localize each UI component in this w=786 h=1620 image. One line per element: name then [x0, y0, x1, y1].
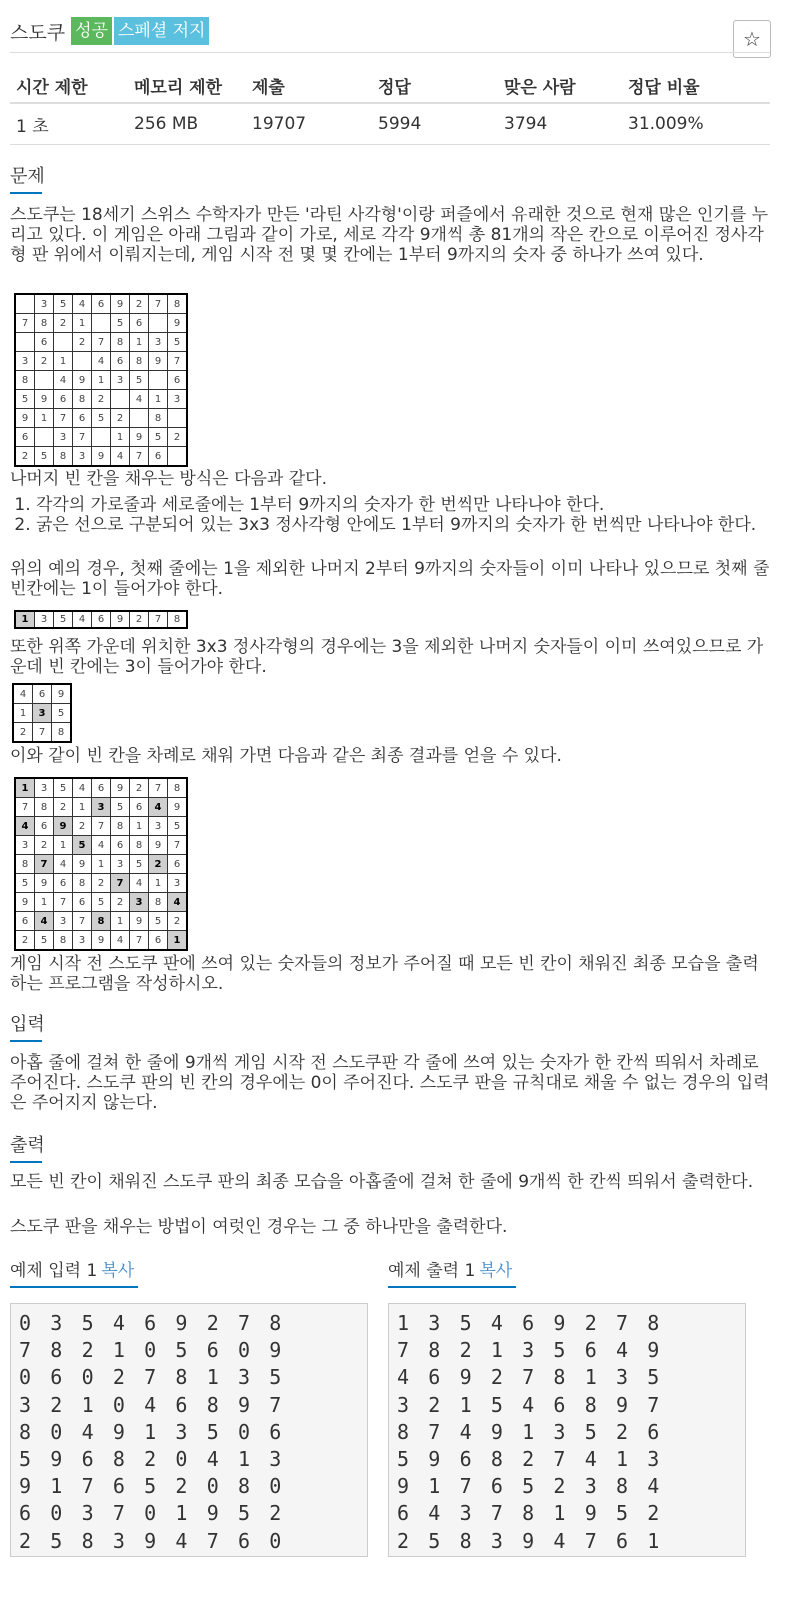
grid-cell: [149, 314, 168, 333]
grid-row: [15, 817, 187, 836]
grid-cell: 5: [149, 428, 168, 447]
grid-cell: 1: [149, 390, 168, 409]
sample-input-underline: [10, 1286, 138, 1288]
sudoku-center-box-figure: [12, 683, 72, 743]
sample-line: 5 9 6 8 2 7 4 1 3: [397, 1447, 663, 1472]
grid-cell: 6: [111, 352, 130, 371]
grid-cell: 2: [13, 723, 33, 743]
grid-cell: 4: [92, 836, 111, 855]
grid-cell: 6: [15, 428, 35, 447]
grid-cell: 6: [54, 390, 73, 409]
grid-cell: 2: [35, 352, 54, 371]
grid-cell: 9: [54, 817, 73, 836]
grid-row: [15, 798, 187, 817]
grid-cell: 3: [54, 912, 73, 931]
section-underline: [10, 192, 42, 194]
grid-cell: 4: [73, 611, 92, 628]
section-heading-problem: [10, 162, 45, 188]
grid-cell: 5: [130, 855, 149, 874]
grid-cell: 5: [15, 390, 35, 409]
grid-cell: 5: [149, 912, 168, 931]
grid-cell: [54, 333, 73, 352]
grid-cell: 6: [130, 314, 149, 333]
input-description: 아홉 줄에 걸쳐 한 줄에 9개씩 게임 시작 전 스도쿠판 각 줄에 쓰여 있는 숫자가 한 칸씩 띄워서 차례로 주어진다. 스도쿠 판의 빈 칸의 경우에는 0이 주어진다. 스도쿠 판을 규칙대로 채울 수 없는 경우의 입력은 주어지지 않는다.: [10, 1053, 770, 1113]
grid-cell: 5: [54, 611, 73, 628]
grid-cell: 7: [111, 874, 130, 893]
grid-row: [15, 611, 187, 628]
copy-input-link[interactable]: 복사: [101, 1261, 135, 1281]
header-time-limit: 시간 제한: [10, 68, 128, 103]
grid-cell: 1: [13, 704, 33, 723]
grid-cell: 1: [130, 333, 149, 352]
grid-row: [15, 390, 187, 409]
grid-row: [13, 704, 71, 723]
grid-cell: 9: [73, 371, 92, 390]
sample-line: 3 2 1 5 4 6 8 9 7: [397, 1392, 663, 1417]
grid-cell: 5: [54, 294, 73, 314]
grid-cell: [35, 371, 54, 390]
grid-cell: 8: [35, 314, 54, 333]
grid-cell: 6: [92, 611, 111, 628]
sample-input-heading: [10, 1256, 134, 1281]
grid-cell: 6: [168, 371, 188, 390]
grid-cell: 9: [149, 352, 168, 371]
header-accept-ratio: 정답 비율: [622, 68, 770, 103]
grid-cell: 5: [168, 333, 188, 352]
grid-cell: 6: [33, 684, 52, 704]
grid-cell: 8: [130, 836, 149, 855]
grid-cell: 3: [35, 294, 54, 314]
grid-cell: 2: [168, 912, 188, 931]
grid-cell: [73, 352, 92, 371]
grid-cell: 9: [130, 912, 149, 931]
grid-cell: 1: [15, 611, 35, 628]
grid-cell: 2: [73, 817, 92, 836]
grid-cell: 2: [92, 390, 111, 409]
problem-title-bar: [10, 17, 211, 45]
grid-cell: 8: [168, 294, 188, 314]
grid-cell: 5: [15, 874, 35, 893]
page-title: 스도쿠: [10, 21, 66, 44]
grid-cell: 4: [54, 855, 73, 874]
sample-line: 6 0 3 7 0 1 9 5 2: [19, 1501, 285, 1526]
grid-row: [15, 333, 187, 352]
grid-cell: 1: [92, 371, 111, 390]
sample-line: 2 5 8 3 9 4 7 6 1: [397, 1528, 663, 1553]
grid-cell: 8: [52, 723, 72, 743]
grid-cell: 7: [15, 314, 35, 333]
sample-line: 6 4 3 7 8 1 9 5 2: [397, 1501, 663, 1526]
grid-cell: 3: [35, 611, 54, 628]
statement-paragraph-2: 나머지 빈 칸을 채우는 방식은 다음과 같다.: [10, 469, 328, 489]
sample-output-heading: [388, 1256, 512, 1281]
grid-cell: 3: [92, 798, 111, 817]
problem-info-table: [10, 68, 770, 145]
grid-cell: 4: [54, 371, 73, 390]
grid-cell: 3: [15, 352, 35, 371]
grid-cell: 2: [92, 874, 111, 893]
grid-cell: 7: [35, 855, 54, 874]
grid-cell: 4: [130, 874, 149, 893]
submissions-value: 19707: [246, 103, 372, 145]
grid-cell: 3: [168, 390, 188, 409]
sample-input-block[interactable]: [10, 1303, 368, 1557]
sudoku-initial-figure: [14, 293, 188, 467]
time-limit-value: 1 초: [10, 103, 128, 145]
grid-cell: 7: [149, 611, 168, 628]
grid-cell: 5: [168, 817, 188, 836]
grid-cell: 8: [54, 931, 73, 951]
section-title-input: 입력: [10, 1014, 45, 1035]
grid-cell: 8: [111, 817, 130, 836]
statement-paragraph-1: 스도쿠는 18세기 스위스 수학자가 만든 '라틴 사각형'이랑 퍼즐에서 유래한 것으로 현재 많은 인기를 누리고 있다. 이 게임은 아래 그림과 같이 가로, 세로 각각 9개씩 총 81개의 작은 칸으로 이루어진 정사각형 판 위에서 이뤄지는데, 게임 시작 전 몇 몇 칸에는 1부터 9까지의 숫자 중 하나가 쓰여 있다.: [10, 205, 769, 265]
grid-cell: 7: [168, 836, 188, 855]
section-heading-output: [10, 1131, 45, 1157]
grid-cell: 2: [54, 314, 73, 333]
grid-cell: [168, 409, 188, 428]
grid-cell: 1: [168, 931, 188, 951]
grid-cell: 2: [130, 778, 149, 798]
grid-cell: 6: [54, 874, 73, 893]
grid-cell: 8: [92, 912, 111, 931]
grid-cell: 2: [15, 447, 35, 467]
sample-line: 9 1 7 6 5 2 0 8 0: [19, 1474, 285, 1499]
grid-cell: 4: [168, 893, 188, 912]
grid-cell: 2: [168, 428, 188, 447]
sudoku-final-figure: [14, 777, 188, 951]
grid-cell: 6: [111, 836, 130, 855]
grid-cell: 4: [149, 798, 168, 817]
grid-cell: 1: [54, 352, 73, 371]
grid-cell: 3: [149, 817, 168, 836]
grid-cell: [130, 409, 149, 428]
grid-cell: 4: [15, 817, 35, 836]
accept-ratio-value: 31.009%: [622, 103, 770, 145]
success-badge: 성공: [71, 17, 112, 45]
grid-cell: 9: [92, 931, 111, 951]
grid-cell: 2: [130, 294, 149, 314]
sample-line: 3 2 1 0 4 6 8 9 7: [19, 1392, 285, 1417]
grid-cell: 8: [35, 798, 54, 817]
copy-output-link[interactable]: 복사: [479, 1261, 513, 1281]
grid-cell: 6: [168, 855, 188, 874]
grid-cell: [15, 333, 35, 352]
rules-list: [10, 495, 786, 535]
grid-cell: 5: [111, 798, 130, 817]
sample-line: 9 1 7 6 5 2 3 8 4: [397, 1474, 663, 1499]
grid-row: [15, 912, 187, 931]
grid-cell: 6: [35, 333, 54, 352]
grid-cell: 5: [92, 893, 111, 912]
grid-cell: 7: [54, 409, 73, 428]
grid-cell: 3: [111, 855, 130, 874]
grid-cell: 4: [92, 352, 111, 371]
rule-item: 2. 굵은 선으로 구분되어 있는 3x3 정사각형 안에도 1부터 9까지의 숫자가 한 번씩만 나타나야 한다.: [36, 515, 786, 535]
section-underline: [10, 1161, 42, 1163]
statement-paragraph-4: 또한 위쪽 가운데 위치한 3x3 정사각형의 경우에는 3을 제외한 나머지 숫자들이 이미 쓰여있으므로 가운데 빈 칸에는 3이 들어가야 한다.: [10, 637, 764, 677]
grid-cell: 9: [111, 611, 130, 628]
grid-cell: 7: [73, 428, 92, 447]
grid-row: [15, 893, 187, 912]
grid-cell: 1: [35, 409, 54, 428]
grid-cell: 3: [111, 371, 130, 390]
grid-cell: 2: [149, 855, 168, 874]
sample-line: 1 3 5 4 6 9 2 7 8: [397, 1311, 663, 1335]
header-submissions: 제출: [246, 68, 372, 103]
grid-cell: 4: [73, 778, 92, 798]
grid-cell: [92, 428, 111, 447]
grid-cell: 1: [92, 855, 111, 874]
grid-cell: 4: [130, 390, 149, 409]
grid-cell: 6: [149, 447, 168, 467]
grid-cell: 9: [52, 684, 72, 704]
grid-cell: 3: [33, 704, 52, 723]
grid-cell: 8: [73, 390, 92, 409]
grid-cell: 1: [111, 428, 130, 447]
grid-cell: 4: [111, 931, 130, 951]
grid-cell: 5: [73, 836, 92, 855]
grid-cell: 1: [111, 912, 130, 931]
grid-cell: 7: [149, 778, 168, 798]
grid-row: [15, 855, 187, 874]
grid-cell: 6: [130, 798, 149, 817]
grid-cell: 5: [35, 931, 54, 951]
grid-row: [15, 409, 187, 428]
grid-cell: [92, 314, 111, 333]
grid-cell: 5: [92, 409, 111, 428]
grid-row: [15, 778, 187, 798]
grid-cell: 3: [54, 428, 73, 447]
title-divider: [10, 52, 770, 53]
grid-cell: 8: [54, 447, 73, 467]
grid-cell: 3: [15, 836, 35, 855]
grid-cell: 9: [35, 874, 54, 893]
grid-cell: 9: [168, 798, 188, 817]
grid-cell: 6: [149, 931, 168, 951]
grid-row: [15, 836, 187, 855]
grid-row: [15, 294, 187, 314]
grid-cell: 3: [73, 447, 92, 467]
accepted-value: 5994: [372, 103, 498, 145]
section-underline: [10, 1040, 42, 1042]
grid-cell: 2: [35, 836, 54, 855]
grid-cell: 5: [52, 704, 72, 723]
special-judge-badge: 스페셜 저지: [114, 17, 210, 45]
grid-cell: 7: [15, 798, 35, 817]
grid-cell: 1: [130, 817, 149, 836]
sample-line: 5 9 6 8 2 0 4 1 3: [19, 1447, 285, 1472]
grid-cell: 7: [73, 912, 92, 931]
grid-cell: 5: [111, 314, 130, 333]
sample-line: 7 8 2 1 3 5 6 4 9: [397, 1338, 663, 1363]
grid-cell: 2: [15, 931, 35, 951]
solved-users-value: 3794: [498, 103, 622, 145]
output-description-2: 스도쿠 판을 채우는 방법이 여럿인 경우는 그 중 하나만을 출력한다.: [10, 1217, 508, 1237]
grid-cell: 2: [54, 798, 73, 817]
sample-line: 8 7 4 9 1 3 5 2 6: [397, 1419, 663, 1444]
section-title-output: 출력: [10, 1135, 45, 1156]
sudoku-first-row-figure: [14, 610, 188, 629]
header-accepted: 정답: [372, 68, 498, 103]
grid-cell: 8: [168, 611, 188, 628]
grid-cell: 2: [130, 611, 149, 628]
output-description-1: 모든 빈 칸이 채워진 스도쿠 판의 최종 모습을 아홉줄에 걸쳐 한 줄에 9개씩 한 칸씩 띄워서 출력한다.: [10, 1172, 754, 1192]
grid-cell: 2: [111, 893, 130, 912]
grid-cell: 7: [130, 447, 149, 467]
grid-cell: 7: [130, 931, 149, 951]
grid-row: [15, 874, 187, 893]
grid-cell: 9: [35, 390, 54, 409]
grid-cell: 6: [92, 778, 111, 798]
grid-cell: [149, 371, 168, 390]
grid-cell: [35, 428, 54, 447]
grid-cell: 1: [73, 314, 92, 333]
grid-row: [15, 428, 187, 447]
grid-cell: 2: [73, 333, 92, 352]
grid-row: [13, 684, 71, 704]
grid-cell: 6: [73, 409, 92, 428]
sample-line: 8 0 4 9 1 3 5 0 6: [19, 1419, 285, 1444]
grid-cell: 9: [92, 447, 111, 467]
rule-item: 1. 각각의 가로줄과 세로줄에는 1부터 9까지의 숫자가 한 번씩만 나타나야 한다.: [36, 495, 786, 515]
grid-cell: 7: [92, 817, 111, 836]
grid-cell: 9: [73, 855, 92, 874]
grid-cell: 9: [168, 314, 188, 333]
grid-cell: 4: [35, 912, 54, 931]
memory-limit-value: 256 MB: [128, 103, 246, 145]
grid-cell: 3: [73, 931, 92, 951]
grid-cell: 9: [111, 294, 130, 314]
grid-row: [13, 723, 71, 743]
sample-line: 2 5 8 3 9 4 7 6 0: [19, 1528, 285, 1553]
grid-cell: 6: [15, 912, 35, 931]
grid-cell: 5: [130, 371, 149, 390]
grid-row: [15, 371, 187, 390]
grid-cell: 2: [111, 409, 130, 428]
grid-cell: 9: [15, 409, 35, 428]
grid-cell: 3: [130, 893, 149, 912]
sample-line: 0 6 0 2 7 8 1 3 5: [19, 1365, 285, 1390]
grid-cell: 6: [35, 817, 54, 836]
grid-cell: 7: [54, 893, 73, 912]
grid-cell: 9: [149, 836, 168, 855]
sample-line: 4 6 9 2 7 8 1 3 5: [397, 1365, 663, 1390]
grid-cell: 1: [35, 893, 54, 912]
sample-line: 7 8 2 1 0 5 6 0 9: [19, 1338, 285, 1363]
sample-line: 0 3 5 4 6 9 2 7 8: [19, 1311, 285, 1335]
sample-output-block[interactable]: [388, 1303, 746, 1557]
grid-cell: 4: [111, 447, 130, 467]
grid-cell: 1: [149, 874, 168, 893]
grid-cell: 8: [130, 352, 149, 371]
grid-cell: 9: [111, 778, 130, 798]
grid-cell: 4: [73, 294, 92, 314]
grid-cell: 4: [13, 684, 33, 704]
grid-cell: 9: [130, 428, 149, 447]
grid-row: [15, 447, 187, 467]
grid-cell: 1: [15, 778, 35, 798]
grid-cell: 1: [73, 798, 92, 817]
grid-cell: 3: [149, 333, 168, 352]
grid-cell: 3: [168, 874, 188, 893]
statement-paragraph-6: 게임 시작 전 스도쿠 판에 쓰여 있는 숫자들의 정보가 주어질 때 모든 빈 칸이 채워진 최종 모습을 출력하는 프로그램을 작성하시오.: [10, 954, 759, 994]
statement-paragraph-5: 이와 같이 빈 칸을 차례로 채워 가면 다음과 같은 최종 결과를 얻을 수 있다.: [10, 746, 562, 766]
grid-cell: 5: [35, 447, 54, 467]
section-heading-input: [10, 1010, 45, 1036]
grid-cell: 7: [33, 723, 52, 743]
grid-cell: 8: [73, 874, 92, 893]
header-solved-users: 맞은 사람: [498, 68, 622, 103]
grid-cell: 8: [149, 409, 168, 428]
grid-cell: 3: [35, 778, 54, 798]
sample-output-label: 예제 출력 1: [388, 1261, 476, 1281]
grid-cell: 7: [149, 294, 168, 314]
grid-cell: 6: [73, 893, 92, 912]
grid-cell: [111, 390, 130, 409]
grid-cell: 5: [54, 778, 73, 798]
grid-cell: [168, 447, 188, 467]
grid-cell: 7: [168, 352, 188, 371]
section-title-problem: 문제: [10, 166, 45, 187]
grid-cell: 7: [92, 333, 111, 352]
grid-row: [15, 314, 187, 333]
grid-cell: 6: [92, 294, 111, 314]
star-icon[interactable]: ☆: [733, 20, 771, 58]
grid-cell: 8: [149, 893, 168, 912]
grid-cell: [15, 294, 35, 314]
grid-cell: 8: [168, 778, 188, 798]
header-memory-limit: 메모리 제한: [128, 68, 246, 103]
sample-input-label: 예제 입력 1: [10, 1261, 98, 1281]
grid-row: [15, 931, 187, 951]
grid-cell: 9: [15, 893, 35, 912]
grid-cell: 8: [15, 371, 35, 390]
sample-output-underline: [388, 1286, 516, 1288]
grid-cell: 8: [15, 855, 35, 874]
grid-cell: 1: [54, 836, 73, 855]
statement-paragraph-3: 위의 예의 경우, 첫째 줄에는 1을 제외한 나머지 2부터 9까지의 숫자들이 이미 나타나 있으므로 첫째 줄 빈칸에는 1이 들어가야 한다.: [10, 559, 770, 599]
grid-row: [15, 352, 187, 371]
grid-cell: 8: [111, 333, 130, 352]
